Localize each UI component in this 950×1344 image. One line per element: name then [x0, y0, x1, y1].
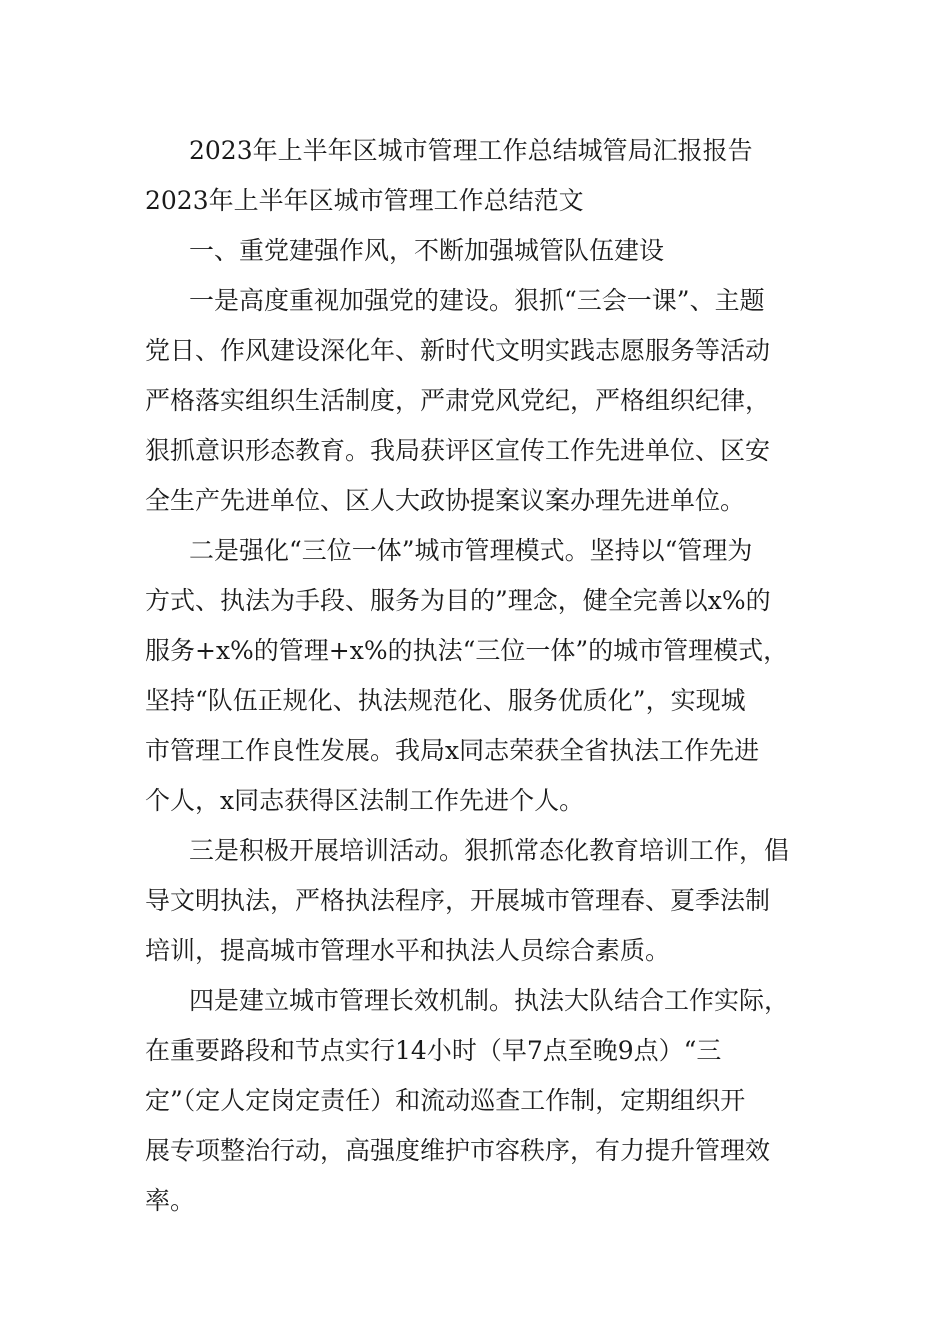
paragraph-4 — [145, 976, 825, 1226]
paragraph-line: 党日、作风建设深化年、新时代文明实践志愿服务等活动 — [145, 336, 771, 365]
paragraph-line: 培训，提高城市管理水平和执法人员综合素质。 — [145, 936, 671, 965]
paragraph-line: 率。 — [145, 1186, 196, 1215]
document-title-line-1: 2023年上半年区城市管理工作总结城管局汇报报告 — [189, 136, 753, 165]
paragraph-line: 三是积极开展培训活动。狠抓常态化教育培训工作，倡 — [189, 836, 790, 865]
paragraph-line: 定”（定人定岗定责任）和流动巡查工作制，定期组织开 — [145, 1086, 746, 1115]
paragraph-line: 四是建立城市管理长效机制。执法大队结合工作实际， — [189, 986, 790, 1015]
paragraph-line: 全生产先进单位、区人大政协提案议案办理先进单位。 — [145, 486, 746, 515]
paragraph-line: 市管理工作良性发展。我局x同志荣获全省执法工作先进 — [145, 736, 760, 765]
paragraph-line: 方式、执法为手段、服务为目的”理念，健全完善以x%的 — [145, 586, 771, 615]
paragraph-line: 坚持“队伍正规化、执法规范化、服务优质化”，实现城 — [145, 686, 746, 715]
paragraph-line: 二是强化“三位一体”城市管理模式。坚持以“管理为 — [189, 536, 753, 565]
section-heading: 一、重党建强作风，不断加强城管队伍建设 — [189, 236, 665, 265]
paragraph-3 — [145, 826, 825, 976]
document-body — [145, 126, 825, 1226]
document-title-line-2: 2023年上半年区城市管理工作总结范文 — [145, 186, 584, 215]
paragraph-1 — [145, 276, 825, 526]
paragraph-line: 在重要路段和节点实行14小时（早7点至晚9点）“三 — [145, 1036, 722, 1065]
paragraph-line: 展专项整治行动，高强度维护市容秩序，有力提升管理效 — [145, 1136, 771, 1165]
paragraph-2 — [145, 526, 825, 826]
paragraph-line: 狠抓意识形态教育。我局获评区宣传工作先进单位、区安 — [145, 436, 771, 465]
paragraph-line: 一是高度重视加强党的建设。狠抓“三会一课”、主题 — [189, 286, 765, 315]
paragraph-line: 服务+x%的管理+x%的执法“三位一体”的城市管理模式， — [145, 636, 789, 665]
paragraph-line: 导文明执法，严格执法程序，开展城市管理春、夏季法制 — [145, 886, 771, 915]
paragraph-line: 严格落实组织生活制度，严肃党风党纪，严格组织纪律， — [145, 386, 771, 415]
paragraph-line: 个人，x同志获得区法制工作先进个人。 — [145, 786, 585, 815]
